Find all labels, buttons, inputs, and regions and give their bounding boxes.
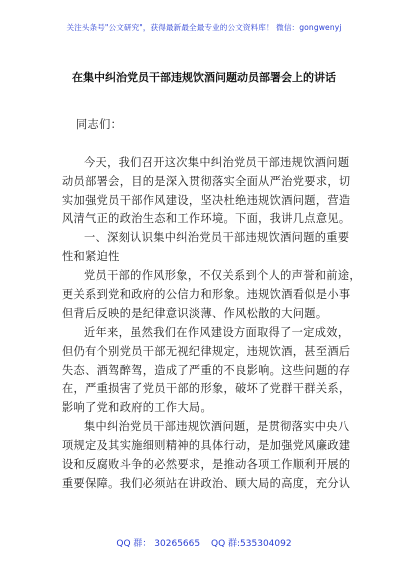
footer (0, 536, 408, 549)
paragraph-line: 近年来，虽然我们在作风建设方面取得了一定成效， (84, 325, 350, 339)
paragraph-line: 项规定及其实施细则精神的具体行动，是加强党风廉政建 (62, 439, 351, 453)
paragraph-line: 风清气正的政治生态和工作环境。下面，我讲几点意见。 (62, 212, 351, 226)
section-heading-line: 一、深刻认识集中纠治党员干部违规饮酒问题的重要 (84, 231, 350, 245)
paragraph-line: 影响了党和政府的工作大局。 (62, 401, 212, 415)
paragraph-line: 更关系到党和政府的公信力和形象。违规饮酒看似是小事 (62, 288, 351, 302)
salutation: 同志们： (76, 118, 123, 131)
paragraph-line: 重要保障。我们必须站在讲政治、顾大局的高度，充分认 (62, 476, 351, 490)
footer-qq-group-2: QQ 群:535304092 (210, 539, 292, 549)
paragraph-line: 党员干部的作风形象，不仅关系到个人的声誉和前途， (84, 269, 361, 283)
paragraph-line: 动员部署会，目的是深入贯彻落实全面从严治党要求，切 (62, 174, 351, 188)
document-body (62, 116, 362, 494)
blank-line (62, 135, 362, 154)
paragraph-line: 但背后反映的是纪律意识淡薄、作风松散的大问题。 (62, 306, 328, 320)
paragraph-line: 但仍有个别党员干部无视纪律规定，违规饮酒，甚至酒后 (62, 344, 351, 358)
header-note: 关注头条号"公文研究"，获得最新最全最专业的公文资料库！ 微信：gongwenyj (66, 23, 342, 32)
paragraph-line: 失态、酒驾醉驾，造成了严重的不良影响。这些问题的存 (62, 363, 351, 377)
paragraph-line: 在，严重损害了党员干部的形象，破坏了党群干群关系， (62, 382, 351, 396)
paragraph-line: 今天，我们召开这次集中纠治党员干部违规饮酒问题 (84, 155, 350, 169)
section-heading-line: 性和紧迫性 (62, 250, 120, 264)
footer-qq-group-1: QQ 群： 30265665 (116, 539, 201, 549)
paragraph-line: 设和反腐败斗争的必然要求，是推动各项工作顺利开展的 (62, 458, 351, 472)
document-title: 在集中纠治党员干部违规饮酒问题动员部署会上的讲话 (72, 71, 336, 84)
paragraph-line: 集中纠治党员干部违规饮酒问题，是贯彻落实中央八 (84, 420, 350, 434)
paragraph-line: 实加强党员干部作风建设，坚决杜绝违规饮酒问题，营造 (62, 193, 351, 207)
